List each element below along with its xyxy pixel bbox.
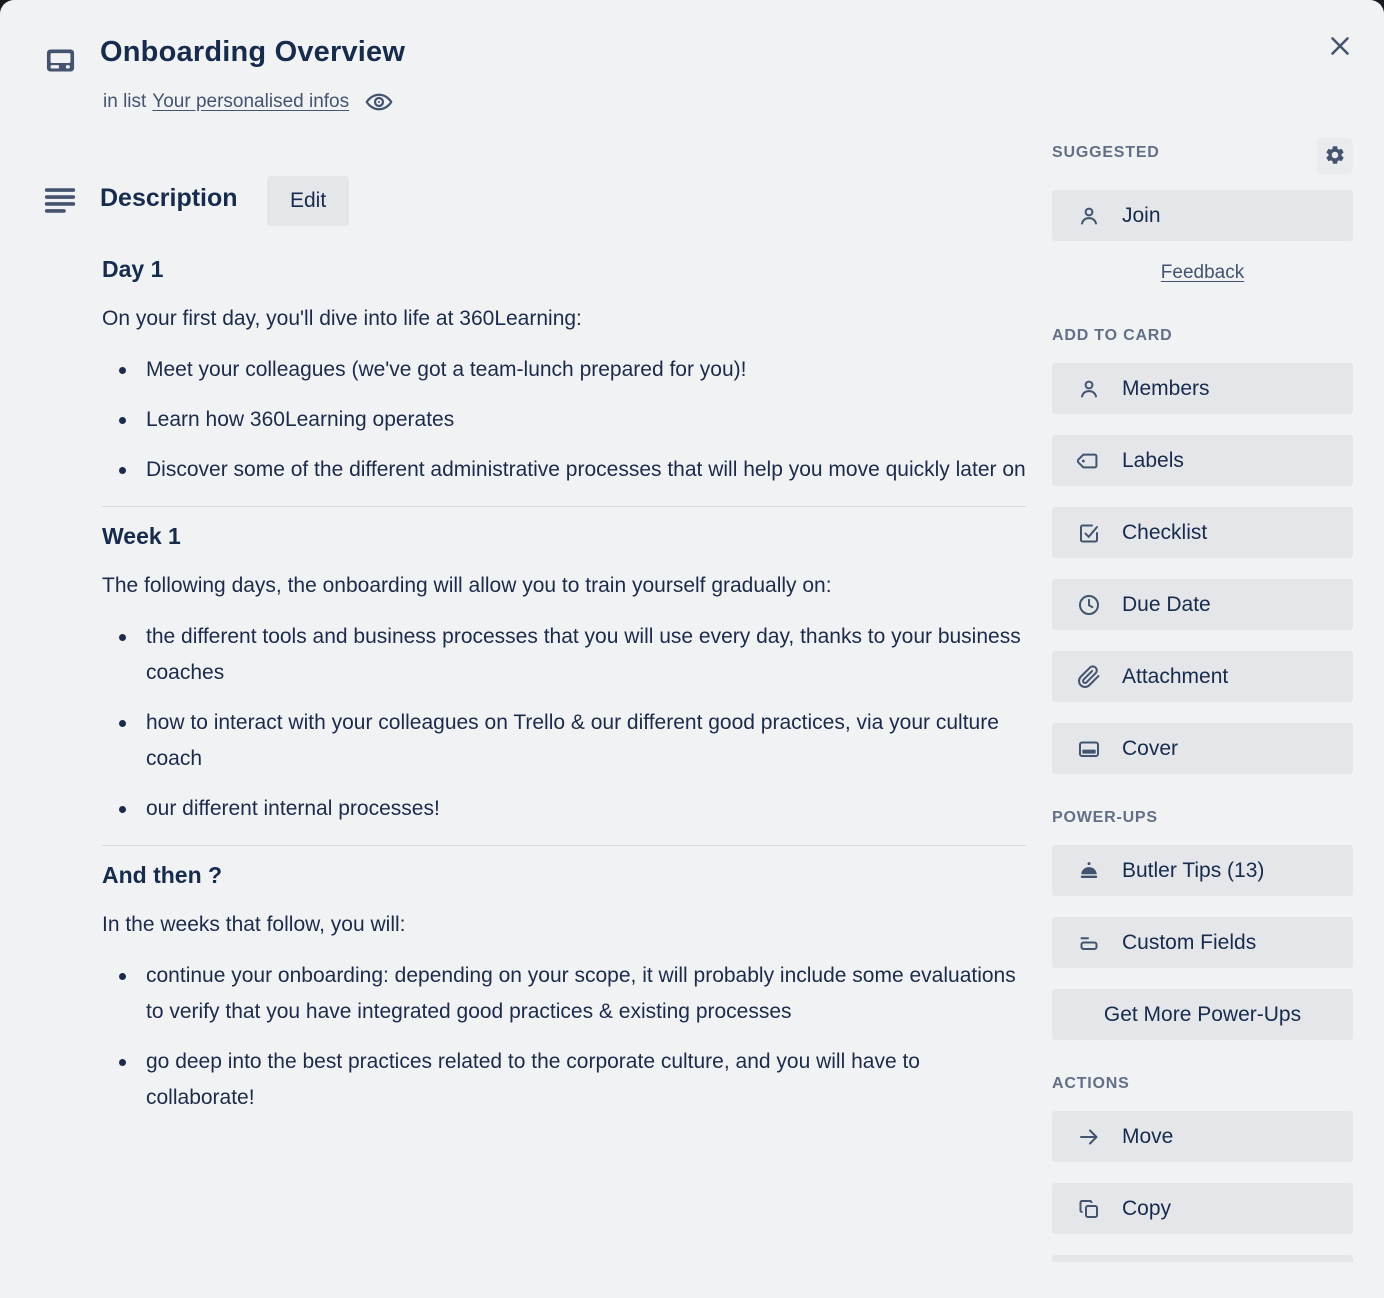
- checklist-button[interactable]: [1052, 507, 1353, 558]
- gear-icon: [1324, 144, 1346, 169]
- custom-fields-icon: [1077, 931, 1101, 955]
- labels-button[interactable]: [1052, 435, 1353, 486]
- section-heading-day1: Day 1: [102, 256, 164, 282]
- section-intro: On your first day, you'll dive into life at 360Learning:: [102, 307, 582, 330]
- butler-icon: [1077, 859, 1101, 883]
- bullet-item: go deep into the best practices related to the corporate culture, and you will have to collaborate!: [102, 1044, 1026, 1116]
- divider: [102, 845, 1026, 846]
- description-heading: Description: [100, 184, 238, 212]
- cover-button[interactable]: [1052, 723, 1353, 774]
- bullet-list: [102, 352, 1026, 488]
- bullet-item: the different tools and business processes that you will use every day, thanks to your business coaches: [102, 619, 1026, 691]
- bullet-item: Discover some of the different administrative processes that will help you move quickly later on: [102, 452, 1026, 488]
- due-date-label: Due Date: [1122, 592, 1211, 616]
- copy-label: Copy: [1122, 1196, 1172, 1220]
- bullet-list: [102, 619, 1026, 827]
- person-icon: [1077, 204, 1101, 228]
- bullet-item: Meet your colleagues (we've got a team-lunch prepared for you)!: [102, 352, 1026, 388]
- section-heading-week1: Week 1: [102, 523, 181, 549]
- bullet-item: how to interact with your colleagues on Trello & our different good practices, via your culture coach: [102, 705, 1026, 777]
- section-intro: In the weeks that follow, you will:: [102, 913, 406, 936]
- paperclip-icon: [1077, 665, 1101, 689]
- move-button[interactable]: [1052, 1111, 1353, 1162]
- cover-label: Cover: [1122, 736, 1179, 760]
- in-list-prefix: in list: [103, 91, 147, 112]
- butler-tips-label: Butler Tips (13): [1122, 858, 1265, 882]
- member-icon: [1077, 377, 1101, 401]
- partial-action-button[interactable]: [1052, 1255, 1353, 1262]
- attachment-label: Attachment: [1122, 664, 1229, 688]
- suggested-settings-button[interactable]: [1317, 138, 1353, 174]
- arrow-right-icon: [1077, 1125, 1101, 1149]
- join-label: Join: [1122, 203, 1161, 227]
- eye-icon: [365, 90, 393, 114]
- members-label: Members: [1122, 376, 1210, 400]
- list-link[interactable]: Your personalised infos: [152, 91, 350, 112]
- butler-tips-button[interactable]: [1052, 845, 1353, 896]
- bullet-item: Learn how 360Learning operates: [102, 402, 1026, 438]
- join-button[interactable]: [1052, 190, 1353, 241]
- section-intro: The following days, the onboarding will allow you to train yourself gradually on:: [102, 574, 832, 597]
- card-sidebar: [1052, 144, 1353, 1262]
- close-icon: [1327, 33, 1353, 62]
- attachment-button[interactable]: [1052, 651, 1353, 702]
- clock-icon: [1077, 593, 1101, 617]
- divider: [102, 506, 1026, 507]
- tag-icon: [1077, 449, 1101, 473]
- get-more-power-ups-button[interactable]: Get More Power-Ups: [1052, 989, 1353, 1040]
- suggested-heading: SUGGESTED: [1052, 144, 1160, 161]
- close-button[interactable]: [1320, 27, 1360, 67]
- labels-label: Labels: [1122, 448, 1184, 472]
- copy-button[interactable]: [1052, 1183, 1353, 1234]
- section-heading-and-then: And then ?: [102, 862, 223, 888]
- actions-heading: ACTIONS: [1052, 1075, 1130, 1092]
- bullet-item: continue your onboarding: depending on your scope, it will probably include some evaluations to verify that you have integrated good practices & existing processes: [102, 958, 1026, 1030]
- bullet-item: our different internal processes!: [102, 791, 1026, 827]
- breadcrumb: [103, 90, 393, 114]
- add-to-card-heading: ADD TO CARD: [1052, 327, 1173, 344]
- edit-description-button[interactable]: Edit: [267, 176, 349, 226]
- checklist-label: Checklist: [1122, 520, 1208, 544]
- card-icon: [44, 45, 77, 76]
- bullet-list: [102, 958, 1026, 1116]
- members-button[interactable]: [1052, 363, 1353, 414]
- custom-fields-button[interactable]: [1052, 917, 1353, 968]
- checklist-icon: [1077, 521, 1101, 545]
- custom-fields-label: Custom Fields: [1122, 930, 1257, 954]
- text-lines-icon: [44, 187, 76, 214]
- copy-icon: [1077, 1197, 1101, 1221]
- page-title: Onboarding Overview: [100, 36, 406, 68]
- due-date-button[interactable]: [1052, 579, 1353, 630]
- feedback-link[interactable]: Feedback: [1160, 262, 1245, 283]
- power-ups-heading: POWER-UPS: [1052, 809, 1158, 826]
- cover-icon: [1077, 737, 1101, 761]
- move-label: Move: [1122, 1124, 1174, 1148]
- description-body: [102, 240, 1026, 1130]
